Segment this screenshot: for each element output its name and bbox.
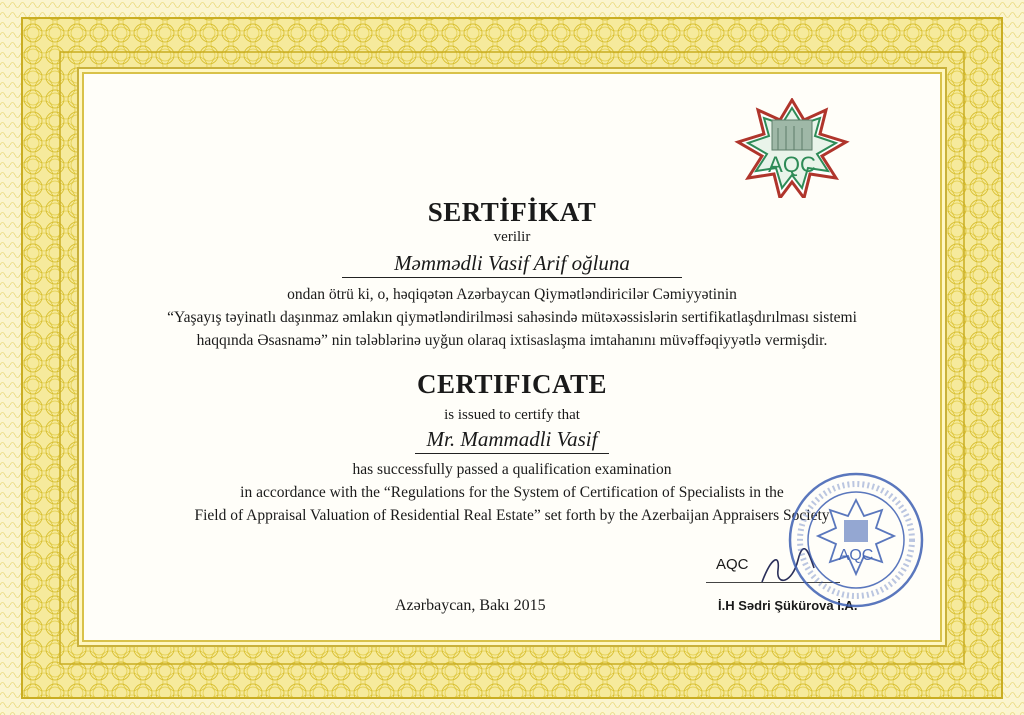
az-recipient-name: Məmmədli Vasif Arif oğluna — [342, 251, 682, 278]
en-line-1: has successfully passed a qualification examination — [352, 461, 672, 478]
place-date: Azərbaycan, Bakı 2015 — [395, 597, 546, 614]
az-name-wrapper — [0, 251, 1024, 278]
en-line-3: Field of Appraisal Valuation of Residential Real Estate” set forth by the Azerbaijan Appraisers Society — [194, 507, 830, 524]
svg-text:AQC: AQC — [838, 547, 874, 564]
en-recipient-name: Mr. Mammadli Vasif — [415, 427, 609, 454]
en-issued-label: is issued to certify that — [444, 407, 580, 423]
society-seal — [786, 470, 926, 610]
logo-text: AQC — [768, 152, 816, 177]
az-line-2: “Yaşayış təyinatlı daşınmaz əmlakın qiymətləndirilməsi sahəsində mütəxəssislərin sertifikatlaşdırılması sistemi — [167, 309, 857, 326]
en-title: CERTIFICATE — [416, 369, 608, 399]
signatory-name: İ.H Sədri Şükürova İ.A. — [718, 598, 858, 613]
az-line-1: ondan ötrü ki, o, həqiqətən Azərbaycan Qiymətləndiricilər Cəmiyyətinin — [287, 286, 737, 303]
az-issued-label: verilir — [493, 229, 531, 245]
en-line-2: in accordance with the “Regulations for the System of Certification of Specialists in the — [240, 484, 784, 501]
en-name-wrapper — [0, 427, 1024, 454]
signature-org: AQC — [716, 556, 749, 573]
az-title: SERTİFİKAT — [427, 197, 597, 227]
az-line-3: haqqında Əsasnamə” nin tələblərinə uyğun olaraq ixtisaslaşma imtahanını müvəffəqiyyətlə vermişdir. — [196, 332, 828, 349]
aqc-logo — [722, 98, 862, 198]
